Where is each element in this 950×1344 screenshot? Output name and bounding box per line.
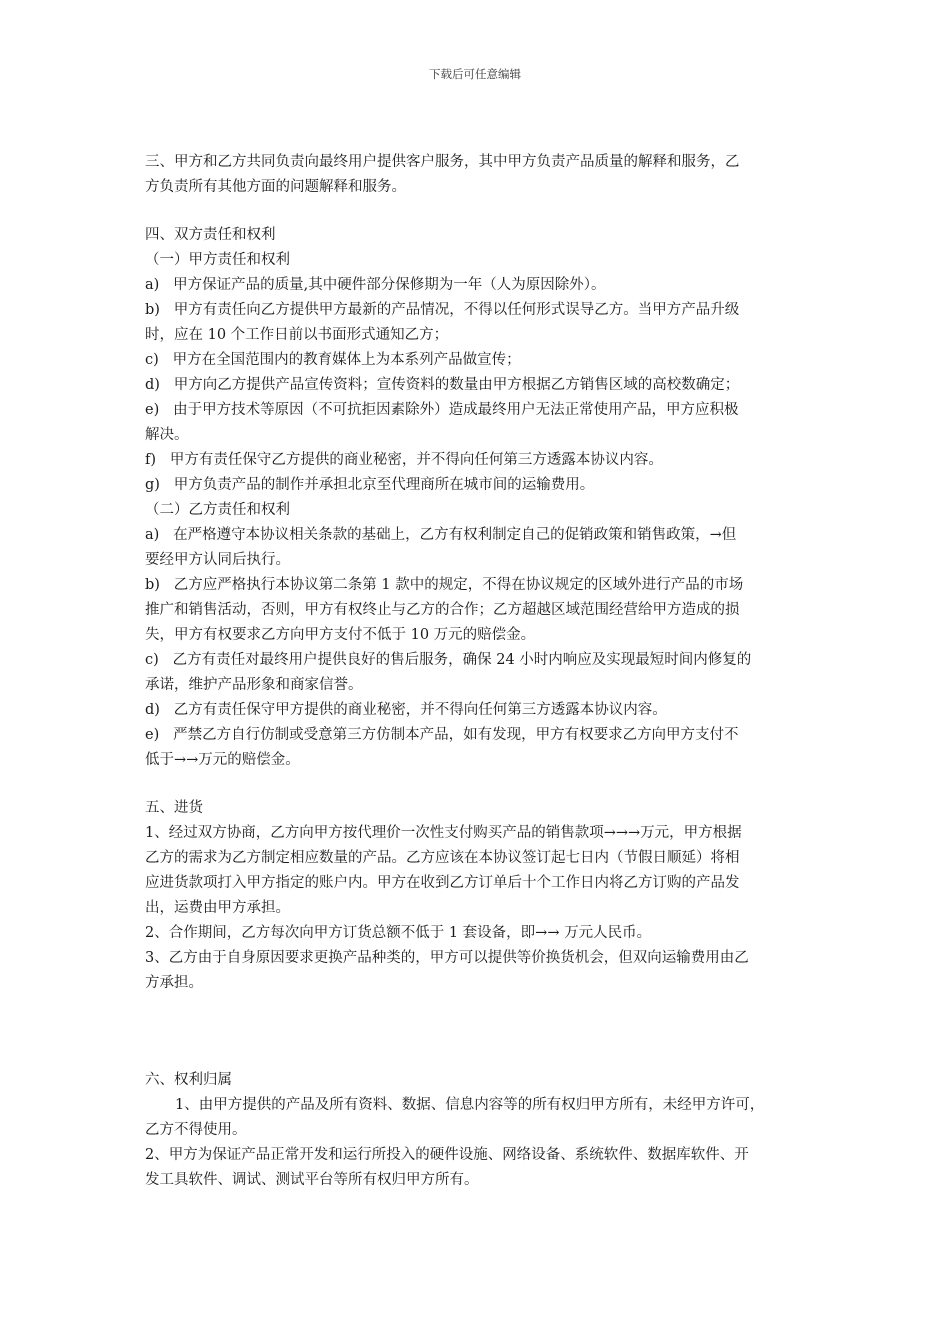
party-a-item-e-line1: e) 由于甲方技术等原因（不可抗拒因素除外）造成最终用户无法正常使用产品，甲方应积极 [145,402,739,418]
page-header: 下载后可任意编辑 [429,67,521,81]
section5-p1-line1: 1、经过双方协商，乙方向甲方按代理价一次性支付购买产品的销售款项→→→万元，甲方根据 [145,825,742,841]
party-a-item-c: c) 甲方在全国范围内的教育媒体上为本系列产品做宣传； [145,352,521,368]
party-b-item-b-line2: 推广和销售活动，否则，甲方有权终止与乙方的合作；乙方超越区域范围经营给甲方造成的损 [145,602,740,618]
section3-line1: 三、甲方和乙方共同负责向最终用户提供客户服务，其中甲方负责产品质量的解释和服务，乙 [145,154,740,170]
section5-p1-line4: 出，运费由甲方承担。 [145,900,290,916]
section5-p2: 2、合作期间，乙方每次向甲方订货总额不低于 1 套设备，即→→ 万元人民币。 [145,925,652,941]
section5-title: 五、进货 [145,800,203,816]
section5-p1-line2: 乙方的需求为乙方制定相应数量的产品。乙方应该在本协议签订起七日内（节假日顺延）将相 [145,850,740,866]
section5-p1-line3: 应进货款项打入甲方指定的账户内。甲方在收到乙方订单后十个工作日内将乙方订购的产品发 [145,875,740,891]
section5-p3-line1: 3、乙方由于自身原因要求更换产品种类的，甲方可以提供等价换货机会，但双向运输费用由乙 [145,950,749,966]
section4-sub1: （一）甲方责任和权利 [145,252,290,268]
party-a-item-d: d) 甲方向乙方提供产品宣传资料；宣传资料的数量由甲方根据乙方销售区域的高校数确定； [145,377,740,393]
party-b-item-b-line3: 失，甲方有权要求乙方向甲方支付不低于 10 万元的赔偿金。 [145,627,536,643]
party-b-item-e-line1: e) 严禁乙方自行仿制或受意第三方仿制本产品，如有发现，甲方有权要求乙方向甲方支付不 [145,727,739,743]
section4-sub2: （二）乙方责任和权利 [145,502,290,518]
party-a-item-f: f) 甲方有责任保守乙方提供的商业秘密，并不得向任何第三方透露本协议内容。 [145,452,663,468]
section6-p2-line1: 2、甲方为保证产品正常开发和运行所投入的硬件设施、网络设备、系统软件、数据库软件、开 [145,1147,749,1163]
party-a-item-b-line2: 时，应在 10 个工作日前以书面形式通知乙方； [145,327,449,343]
section6-title: 六、权利归属 [145,1072,232,1088]
section5-p3-line2: 方承担。 [145,975,203,991]
party-b-item-a-line2: 要经甲方认同后执行。 [145,552,290,568]
document-body [145,150,815,1193]
party-a-item-a: a) 甲方保证产品的质量,其中硬件部分保修期为一年（人为原因除外）。 [145,277,606,293]
section4-title: 四、双方责任和权利 [145,227,276,243]
section6-p1-line2: 乙方不得使用。 [145,1122,247,1138]
party-b-item-c-line1: c) 乙方有责任对最终用户提供良好的售后服务，确保 24 小时内响应及实现最短时间内修复的 [145,652,752,668]
party-b-item-c-line2: 承诺，维护产品形象和商家信誉。 [145,677,363,693]
section6-p2-line2: 发工具软件、调试、测试平台等所有权归甲方所有。 [145,1172,479,1188]
party-b-item-d: d) 乙方有责任保守甲方提供的商业秘密，并不得向任何第三方透露本协议内容。 [145,702,667,718]
party-b-item-a-line1: a) 在严格遵守本协议相关条款的基础上，乙方有权利制定自己的促销政策和销售政策，→但 [145,527,737,543]
party-a-item-g: g) 甲方负责产品的制作并承担北京至代理商所在城市间的运输费用。 [145,477,595,493]
party-b-item-b-line1: b) 乙方应严格执行本协议第二条第 1 款中的规定，不得在协议规定的区域外进行产品的市场 [145,577,744,593]
section6-p1-line1: 1、由甲方提供的产品及所有资料、数据、信息内容等的所有权归甲方所有，未经甲方许可， [175,1097,765,1113]
section3-line2: 方负责所有其他方面的问题解释和服务。 [145,179,406,195]
party-a-item-b-line1: b) 甲方有责任向乙方提供甲方最新的产品情况，不得以任何形式误导乙方。当甲方产品升级 [145,302,740,318]
party-a-item-e-line2: 解决。 [145,427,189,443]
party-b-item-e-line2: 低于→→万元的赔偿金。 [145,752,300,768]
